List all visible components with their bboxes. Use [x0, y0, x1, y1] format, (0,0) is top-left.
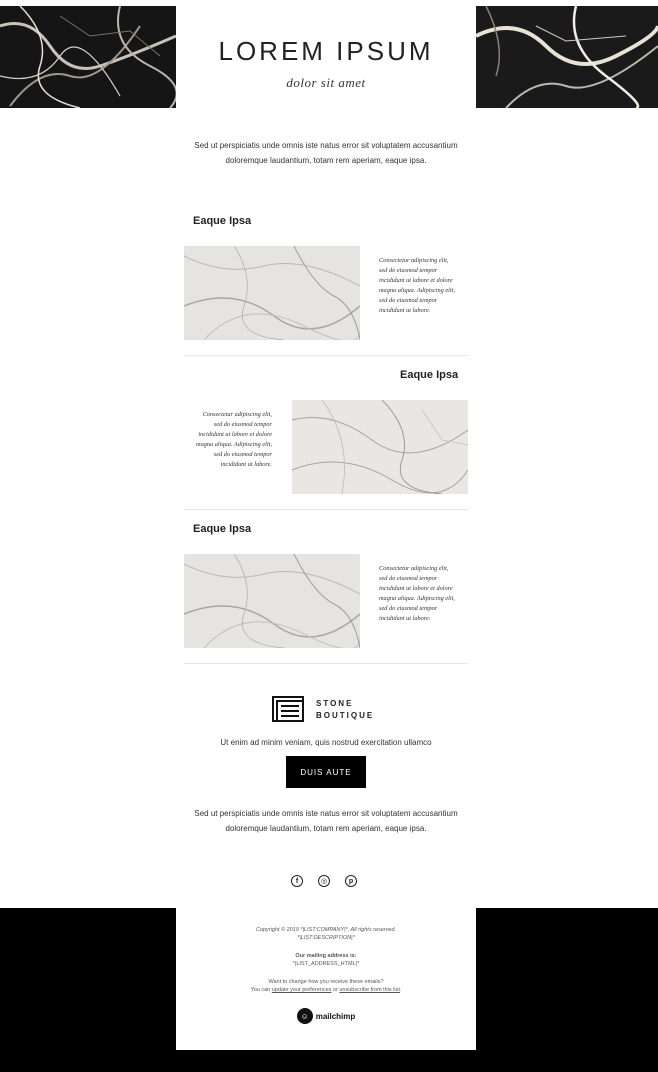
mailchimp-badge[interactable]: ☺ mailchimp — [176, 1008, 476, 1024]
address-text: *|LIST_ADDRESS_HTML|* — [292, 961, 360, 967]
address-label: Our mailing address is: — [295, 953, 357, 959]
facebook-icon[interactable]: f — [291, 875, 303, 887]
unsubscribe-link[interactable]: unsubscribe from this list — [339, 987, 400, 993]
section-3-blurb: Consectetur adipiscing elit, sed do eiusmod tempor incididunt ut labore et dolore magna aliqua. Adipiscing elit, sed do eiusmod tempor incididunt ut labore. — [379, 565, 455, 622]
page-title: LOREM IPSUM — [218, 36, 434, 66]
section-3-title: Eaque Ipsa — [193, 523, 252, 535]
copyright-text: Copyright © 2019 *|LIST:COMPANY|*, All rights reserved. *|LIST:DESCRIPTION|* — [255, 927, 397, 941]
header — [176, 6, 476, 108]
section-2-title: Eaque Ipsa — [400, 369, 459, 381]
header-marble-left — [0, 6, 176, 108]
cta-text: Ut enim ad minim veniam, quis nostrud exercitation ullamco — [220, 738, 432, 747]
section-1-title: Eaque Ipsa — [193, 215, 252, 227]
section-2-blurb: Consectetur adipiscing elit, sed do eiusmod tempor incididunt ut labore et dolore magna aliqua. Adipiscing elit, sed do eiusmod tempor incididunt ut labore. — [196, 411, 272, 468]
pinterest-icon[interactable]: p — [345, 875, 357, 887]
divider — [184, 663, 468, 664]
header-marble-right — [476, 6, 658, 108]
stone-boutique-logo-icon — [272, 696, 306, 724]
page-subtitle: dolor sit amet — [286, 75, 366, 90]
intro-text: Sed ut perspiciatis unde omnis iste natus error sit voluptatem accusantium doloremque laudantium, totam rem aperiam, eaque ipsa. — [194, 141, 458, 165]
social-links — [291, 875, 357, 887]
outro-text: Sed ut perspiciatis unde omnis iste natus error sit voluptatem accusantium doloremque laudantium, totam rem aperiam, eaque ipsa. — [194, 809, 458, 833]
mailchimp-icon: ☺ — [297, 1008, 313, 1024]
brand-logo — [272, 696, 374, 724]
section-1-blurb: Consectetur adipiscing elit, sed do eiusmod tempor incididunt ut labore et dolore magna aliqua. Adipiscing elit, sed do eiusmod tempor incididunt ut labore. — [379, 257, 455, 314]
update-preferences-link[interactable]: update your preferences — [271, 987, 332, 993]
section-1-marble-image — [184, 246, 360, 340]
brand-name: STONE BOUTIQUE — [316, 699, 375, 720]
section-2-marble-image — [292, 400, 468, 494]
divider — [184, 509, 468, 510]
instagram-icon[interactable]: ◎ — [318, 875, 330, 887]
divider — [184, 355, 468, 356]
section-3-marble-image — [184, 554, 360, 648]
cta-button[interactable]: DUIS AUTE — [286, 756, 366, 788]
preferences-text: Want to change how you receive these emails? You can update your preferences or unsubscribe from this list. — [250, 979, 402, 993]
footer — [176, 908, 476, 1050]
